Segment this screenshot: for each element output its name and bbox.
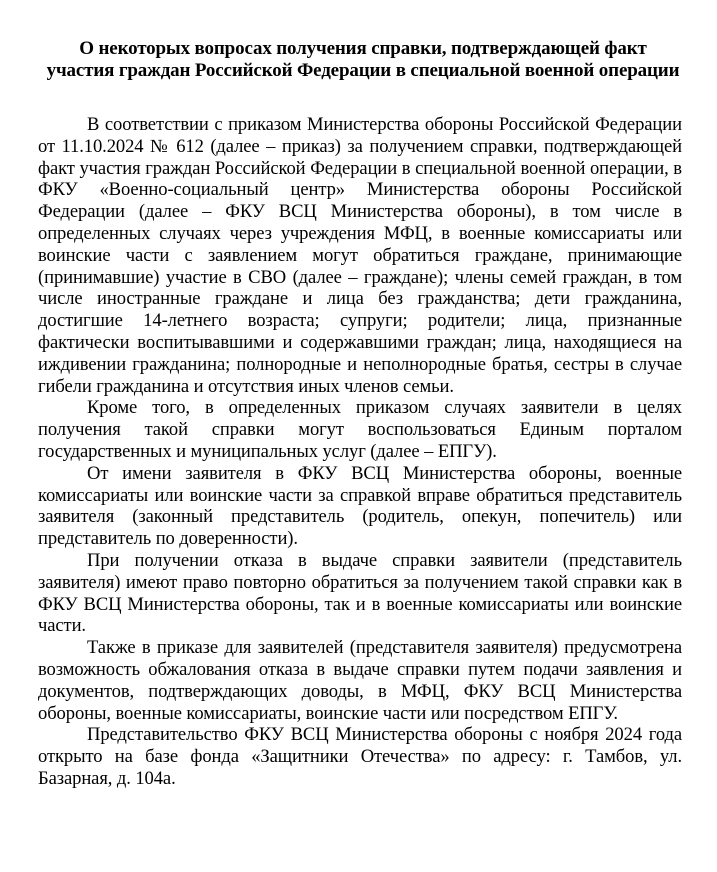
paragraph-eligibility: В соответствии с приказом Министерства обороны Российской Федерации от 11.10.2024 № 612 (далее – приказ) за получением справки, подтверждающей факт участия граждан Российской Федерации в специальной военной операции, в ФКУ «Военно-социальный центр» Министерства обороны Российской Федерации (далее – ФКУ ВСЦ Министерства обороны), в том числе в определенных случаях через учреждения МФЦ, в военные комиссариаты или воинские части с заявлением могут обратиться граждане, принимающие (принимавшие) участие в СВО (далее – граждане); члены семей граждан, в том числе иностранные граждане и лица без гражданства; дети гражданина, достигшие 14-летнего возраста; супруги; родители; лица, признанные фактически воспитывавшими и содержавшими граждан; лица, находящиеся на иждивении гражданина; полнородные и неполнородные братья, сестры в случае гибели гражданина и отсутствия иных членов семьи. xyxy=(38,114,682,397)
document-page xyxy=(38,38,682,790)
paragraph-representative: От имени заявителя в ФКУ ВСЦ Министерства обороны, военные комиссариаты или воинские части за справкой вправе обратиться представитель заявителя (законный представитель (родитель, опекун, попечитель) или представитель по доверенности). xyxy=(38,462,682,550)
title-line: О некоторых вопросах получения справки, подтверждающей факт xyxy=(79,38,647,59)
paragraph-appeal: Также в приказе для заявителей (представителя заявителя) предусмотрена возможность обжалования отказа в выдаче справки путем подачи заявления и документов, подтверждающих доводы, в МФЦ, ФКУ ВСЦ Министерства обороны, военные комиссариаты, воинские части или посредством ЕПГУ. xyxy=(38,637,682,724)
document-body xyxy=(38,114,682,790)
paragraph-office-address: Представительство ФКУ ВСЦ Министерства обороны с ноября 2024 года открыто на базе фонда «Защитники Отечества» по адресу: г. Тамбов, ул. Базарная, д. 104а. xyxy=(38,724,682,789)
document-title xyxy=(38,38,682,82)
title-line: участия граждан Российской Федерации в специальной военной операции xyxy=(46,60,680,81)
paragraph-epgu: Кроме того, в определенных приказом случаях заявители в целях получения такой справки могут воспользоваться Единым порталом государственных и муниципальных услуг (далее – ЕПГУ). xyxy=(38,397,682,462)
paragraph-refusal: При получении отказа в выдаче справки заявители (представитель заявителя) имеют право повторно обратиться за получением такой справки как в ФКУ ВСЦ Министерства обороны, так и в военные комиссариаты или воинские части. xyxy=(38,549,682,637)
